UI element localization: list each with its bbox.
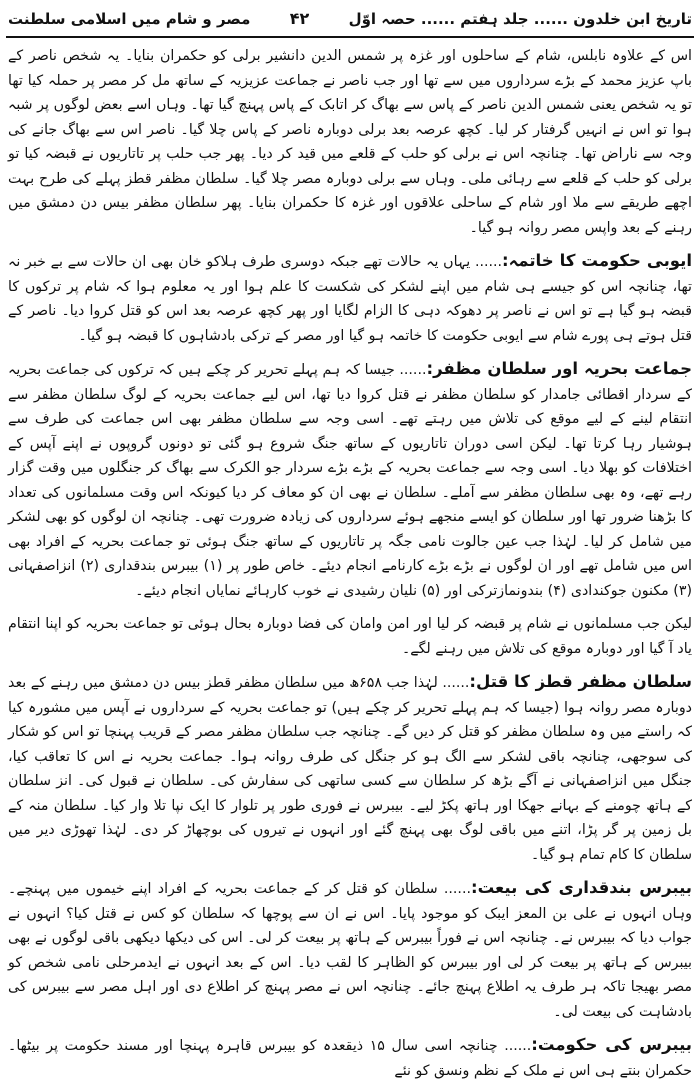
paragraph [8,876,692,1024]
paragraph [8,1033,692,1083]
page-header [8,0,692,32]
chapter-title: مصر و شام میں اسلامی سلطنت [8,10,251,28]
paragraph-text: لہٰذا جب ۶۵۸ھ میں سلطان مظفر قطز بیس دن دمشق میں رہنے کے بعد دوبارہ مصر روانہ ہوا (جیسا کہ ہم پہلے تحریر کر چکے ہیں) تو جماعت بحریہ کے سرداروں نے آپس میں مشورہ کیا کہ راستے میں وہ سلطان مظفر کو قتل کر دیں گے۔ چنانچہ جب سلطان مظفر مصر کے قریب پہنچا تو اس کو شکار کی سوجھی، چنانچہ باقی لشکر سے الگ ہو کر جنگل کی طرف روانہ ہوا۔ جماعت بحریہ نے اس کا تعاقب کیا، جنگل میں انزاصفہانی نے آگے بڑھ کر سلطان سے کسی ساتھی کی سفارش کی۔ سلطان نے قبول کی۔ انز سلطان کے ہاتھ چومنے کے بہانے جھکا اور ہاتھ پکڑ لیے۔ بیبرس نے فوری طور پر تلوار کا ایک نپا تلا وار کیا۔ سلطان منہ کے بل زمین پر گر پڑا، اتنے میں باقی لوگ بھی پہنچ گئے اور انہوں نے تیروں کی بوچھاڑ کر دی۔ لہٰذا تھوڑی دیر میں سلطان کا کام تمام ہو گیا۔ [8,675,692,863]
paragraph [8,357,692,603]
paragraph-text: جیسا کہ ہم پہلے تحریر کر چکے ہیں کہ ترکوں کی جماعت بحریہ کے سردار اقطائی جامدار کو سلطان مظفر نے قتل کروا دیا تھا، اس لیے جماعت بحریہ کے لوگ سلطان مظفر سے انتقام لینے کے لیے موقع کی تلاش میں رہتے تھے۔ اسی وجہ سے سلطان مظفر بھی اس جماعت کی طرف سے ہوشیار رہا کرتا تھا۔ لیکن اسی دوران تاتاریوں کے ساتھ جنگ شروع ہو گئی تو دونوں گروپوں نے اپنے آپس کے اختلافات کو بھلا دیا۔ اسی وجہ سے جماعت بحریہ کے بڑے بڑے سردار جو الکرک سے بھاگ کر جنگلوں میں وقت گزار رہے تھے، وہ بھی سلطان مظفر سے آملے۔ سلطان نے بھی ان کو معاف کر دیا کیونکہ اس وقت مسلمانوں کی تعداد کا بڑھنا ضرور تھا اور سلطان کو ایسے منجھے ہوئے سرداروں کی زیادہ ضرورت تھی۔ چنانچہ ان لوگوں کو بھی لشکر میں شامل کر لیا۔ لہٰذا جب عین جالوت نامی جگہ پر تاتاریوں کے ساتھ جنگ ہوئی تو جماعت بحریہ کے افراد بھی اس میں شامل تھے اور ان لوگوں نے بڑے بڑے کارنامے انجام دیئے۔ خاص طور پر (۱) بیبرس بندقداری (۲) انزاصفہانی (۳) مکنون جوکندادی (۴) بندونمازترکی اور (۵) نلیان رشیدی نے خوب کارہائے نمایاں انجام دیئے۔ [8,362,693,599]
paragraph [8,670,692,867]
heading-separator: ...... [442,675,470,691]
section-heading: ایوبی حکومت کا خاتمہ: [502,251,692,270]
paragraph-text: اس کے علاوہ نابلس، شام کے ساحلوں اور غزہ پر شمس الدین دانشیر برلی کو حکمران بنایا۔ یہ شخص ناصر کے باپ عزیز محمد کے بڑے سرداروں میں سے تھا اور جب ناصر نے جماعت عزیزیہ کے ساتھ مل کر مصر پر حملہ کیا تھا تو یہ شخص یعنی شمس الدین ناصر کے پاس سے بھاگ کر اتابک کے پاس پہنچ گیا تھا۔ وہاں اسے بعض لوگوں پر شبہ ہوا تو اس نے انہیں گرفتار کر لیا۔ کچھ عرصہ بعد برلی دوبارہ ناصر کے پاس چلا گیا۔ ناصر اس سے بھاگ جانے کی وجہ سے ناراض تھا۔ چنانچہ اس نے برلی کو حلب کے قلعے میں قید کر دیا۔ پھر جب حلب پر تاتاریوں نے قبضہ کیا تو برلی کو حلب کے قلعے سے رہائی ملی۔ وہاں سے برلی دوبارہ مصر چلا گیا۔ سلطان مظفر قطز پہلے کی طرح بہت اچھے طریقے سے ملا اور شام کے ساحلی علاقوں اور غزہ کا حکمران بنایا۔ پھر سلطان مظفر بیس دن دمشق میں رہنے کے بعد واپس مصر روانہ ہو گیا۔ [8,48,692,236]
section-heading: بیبرس بندقداری کی بیعت: [470,878,692,897]
paragraph [8,612,692,661]
page-number: ۴۲ [289,9,310,28]
section-heading: بیبرس کی حکومت: [531,1035,693,1054]
paragraph-text: لیکن جب مسلمانوں نے شام پر قبضہ کر لیا اور امن وامان کی فضا دوبارہ بحال ہوئی تو جماعت بحریہ کو اپنا انتقام یاد آ گیا اور دوبارہ موقع کی تلاش میں رہنے لگے۔ [8,616,692,657]
paragraph [8,249,692,348]
paragraph [8,44,692,240]
book-title: تاریخ ابن خلدون ...... جلد ہفتم ...... حصہ اوّل [348,10,692,28]
section-heading: جماعت بحریہ اور سلطان مظفر: [426,359,692,378]
paragraph-text: سلطان کو قتل کر کے جماعت بحریہ کے افراد اپنے خیموں میں پہنچے۔ وہاں انہوں نے علی بن المعز ایبک کو موجود پایا۔ اس نے ان سے پوچھا کہ سلطان کو کس نے قتل کیا؟ انہوں نے جواب دیا کہ بیبرس نے۔ چنانچہ اس نے فوراً بیبرس کے ہاتھ پر بیعت کر لی۔ اس کی دیکھا دیکھی باقی لوگوں نے بھی بیبرس کے ہاتھ پر بیعت کر لی اور بیبرس کو الظاہر کا لقب دیا۔ اس کے بعد انہوں نے ایدمرحلی نامی شخص کو مصر بھیجا تاکہ ہر طرف یہ اطلاع پہنچ جائے۔ چنانچہ اس نے مصر پہنچ کر اطلاع دی اور اہل مصر سے بیبرس کی بادشاہت کی بیعت لی۔ [8,881,692,1020]
paragraph-text: چنانچہ اسی سال ۱۵ ذیقعدہ کو بیبرس قاہرہ پہنچا اور مسند حکومت پر بیٹھا۔ حکمران بنتے ہی اس نے ملک کے نظم ونسق کو نئے [8,1038,692,1079]
header-divider [6,36,694,38]
paragraph-text: یہاں یہ حالات تھے جبکہ دوسری طرف ہلاکو خان بھی ان حالات سے بے خبر نہ تھا، چنانچہ اس کو جیسے ہی شام میں اپنے لشکر کی شکست کا علم ہوا اور یہ معلوم ہوا کہ شام پر ترکوں کا قبضہ ہو گیا ہے تو اس نے ناصر پر دھوکہ دہی کا الزام لگایا اور پھر کچھ عرصہ بعد اس کو قتل کروا دیا۔ ناصر کے قتل ہوتے ہی پورے شام سے ایوبی حکومت کا خاتمہ ہو گیا اور مصر کے ترکی بادشاہوں کا قبضہ ہو گیا۔ [8,254,692,344]
heading-separator: ...... [443,881,471,897]
heading-separator: ...... [399,362,427,378]
page-body [8,44,692,1083]
heading-separator: ...... [474,254,503,270]
section-heading: سلطان مظفر قطز کا قتل: [469,672,692,691]
heading-separator: ...... [504,1038,532,1054]
